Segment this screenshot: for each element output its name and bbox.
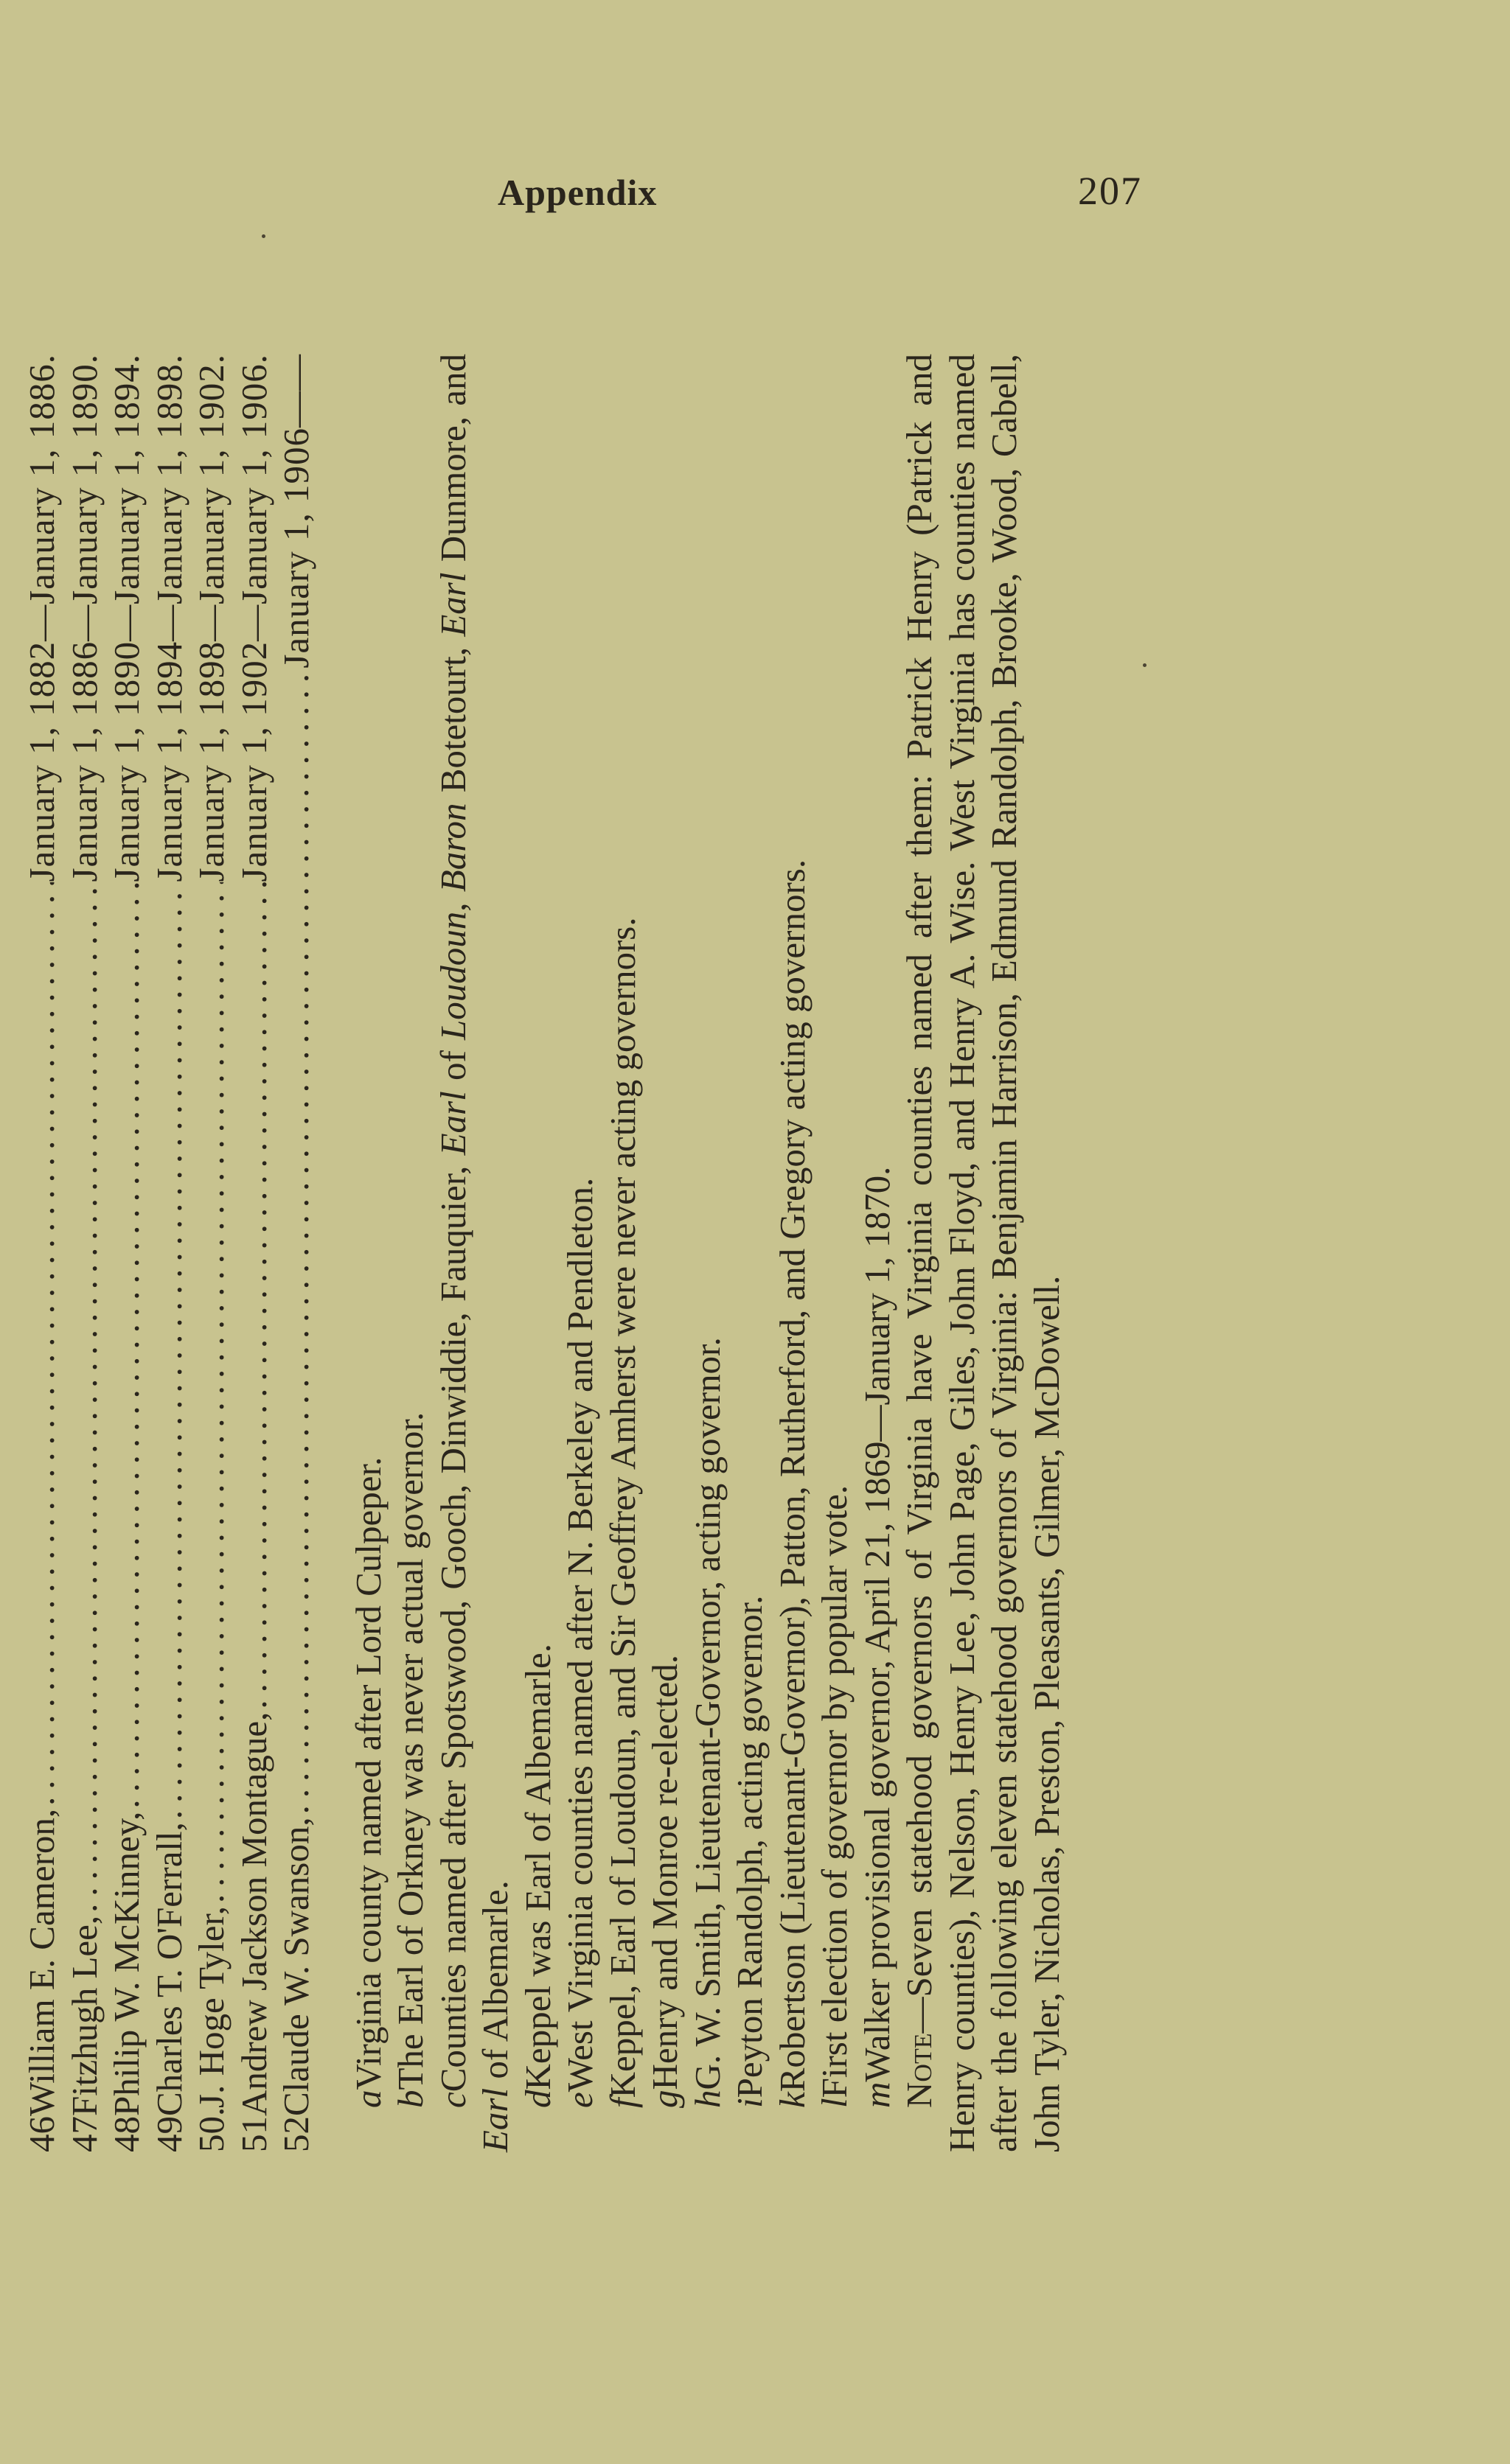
footnote-a [347,354,390,2152]
governor-term: January 1, 1886—January 1, 1890. [63,354,105,882]
footnote-text: Walker provisional governor, April 21, 1869—January 1, 1870. [856,1166,897,2082]
leader-dots [105,882,148,1812]
ink-speck [262,234,265,238]
governor-name: Claude W. Swanson, [276,1817,316,2116]
footnote-letter: i [729,2098,770,2108]
footnote-text: West Virginia counties named after N. Berkeley and Pendleton. [560,1177,600,2093]
footnote-text: Peyton Randolph, acting governor. [729,1595,770,2098]
page-number: 207 [1078,169,1142,213]
footnote-g [644,354,686,2152]
footnote-text: Henry and Monroe re-elected. [644,1655,685,2090]
governor-name: Fitzhugh Lee, [63,1915,105,2116]
leader-dots [148,882,191,1823]
footnote-text: Virginia county named after Lord Culpeper. [347,1456,389,2090]
footnote-text: , [432,892,473,912]
footnote-letter: b [390,2090,431,2108]
governor-term: January 1, 1902—January 1, 1906. [233,354,274,882]
footnote-letter: k [771,2092,813,2108]
footnote-e [559,354,602,2152]
governor-row [275,354,318,2152]
footnote-i [728,354,771,2152]
footnote-text: Counties named after Spotswood, Gooch, Dinwiddie, Fauquier, [432,1155,473,2093]
footnote-k [771,354,814,2152]
note-paragraph [898,354,1068,2152]
leader-dots [63,882,106,1916]
governor-row [105,354,148,2152]
footnote-b [389,354,432,2152]
leader-dots [21,882,63,1809]
footnote-letter: l [814,2098,855,2108]
footnote-text: of Albemarle. [475,1880,515,2088]
footnote-text: of [432,1039,473,1092]
footnote-italic: Earl [475,2087,515,2152]
ink-speck [1143,663,1147,667]
leader-dots [275,669,318,1818]
footnote-h [686,354,729,2152]
running-head: Appendix [498,172,658,213]
governor-row [148,354,191,2152]
governor-term: January 1, 1898—January 1, 1902. [191,354,232,882]
footnotes [347,354,1068,2152]
footnote-text: Dunmore, and [432,353,473,573]
footnote-text: The Earl of Orkney was never actual governor. [390,1411,431,2090]
governor-name: Charles T. O'Ferrall, [148,1822,189,2116]
leader-dots [190,882,233,1906]
governor-number: 51 [233,2116,274,2152]
footnote-letter: h [686,2090,728,2108]
footnote-text: Keppel was Earl of Albemarle. [517,1644,558,2090]
footnote-italic: Earl [432,1091,473,1156]
footnote-c [432,354,517,2152]
footnote-text: Robertson (Lieutenant-Governor), Patton, Rutherford, and Gregory acting governors. [771,859,813,2093]
footnote-letter: e [560,2092,600,2108]
footnote-letter: g [644,2090,685,2108]
governor-term: January 1, 1894—January 1, 1898. [148,354,189,882]
governor-number: 52 [276,2116,316,2152]
governor-number: 50. [191,2107,232,2152]
governor-row [63,354,106,2152]
governor-row [190,354,233,2152]
governor-row [21,354,63,2152]
footnote-text: Keppel, Earl of Loudoun, and Sir Geoffrey Amherst were never acting governors. [602,917,643,2098]
governor-name: J. Hoge Tyler, [191,1905,232,2108]
governor-number: 47 [63,2116,105,2152]
footnote-l [813,354,856,2152]
footnote-m [856,354,899,2152]
footnote-italic: Loudoun [432,911,473,1040]
governor-term: January 1, 1882—January 1, 1886. [21,354,62,882]
footnote-text: G. W. Smith, Lieutenant-Governor, acting governor. [686,1337,728,2090]
governor-row [233,354,276,2152]
footnote-italic: Earl [432,572,473,637]
note-text: —Seven statehood governors of Virginia have Virginia counties named after them: Patrick Henry (Patrick and Henry counties), Nelson, Henry Lee, John Page, Giles, John Floyd, and Henry A. Wise. West Virginia has counties named after the following eleven statehood governors of Virginia: Benjamin Harrison, Edmund Randolph, Brooke, Wood, Cabell, John Tyler, Nicholas, Preston, Pleasants, Gilmer, McDowell. [899,354,1067,2152]
footnote-letter: c [432,2092,473,2108]
footnote-letter: m [856,2081,897,2108]
note-label: Note [899,2033,939,2108]
footnote-letter: f [602,2098,643,2108]
governor-name: William E. Cameron, [21,1808,62,2116]
governor-number: 49 [148,2116,189,2152]
governor-number: 48 [106,2116,147,2152]
governor-term: January 1, 1890—January 1, 1894. [106,354,147,882]
footnote-d [517,354,560,2152]
footnote-text: First election of governor by popular vote. [814,1484,855,2098]
governor-list [21,354,318,2152]
governor-name: Philip W. McKinney, [106,1811,147,2116]
footnote-f [602,354,644,2152]
governor-name: Andrew Jackson Montague, [233,1711,274,2116]
footnote-italic: Baron [432,803,473,893]
governor-term: January 1, 1906—— [276,354,316,669]
footnote-letter: d [517,2090,558,2108]
rotated-page-body [21,354,1090,2182]
governor-number: 46 [21,2116,62,2152]
footnote-letter: a [347,2090,389,2108]
footnote-text: Botetourt, [432,636,473,803]
leader-dots [233,882,276,1712]
